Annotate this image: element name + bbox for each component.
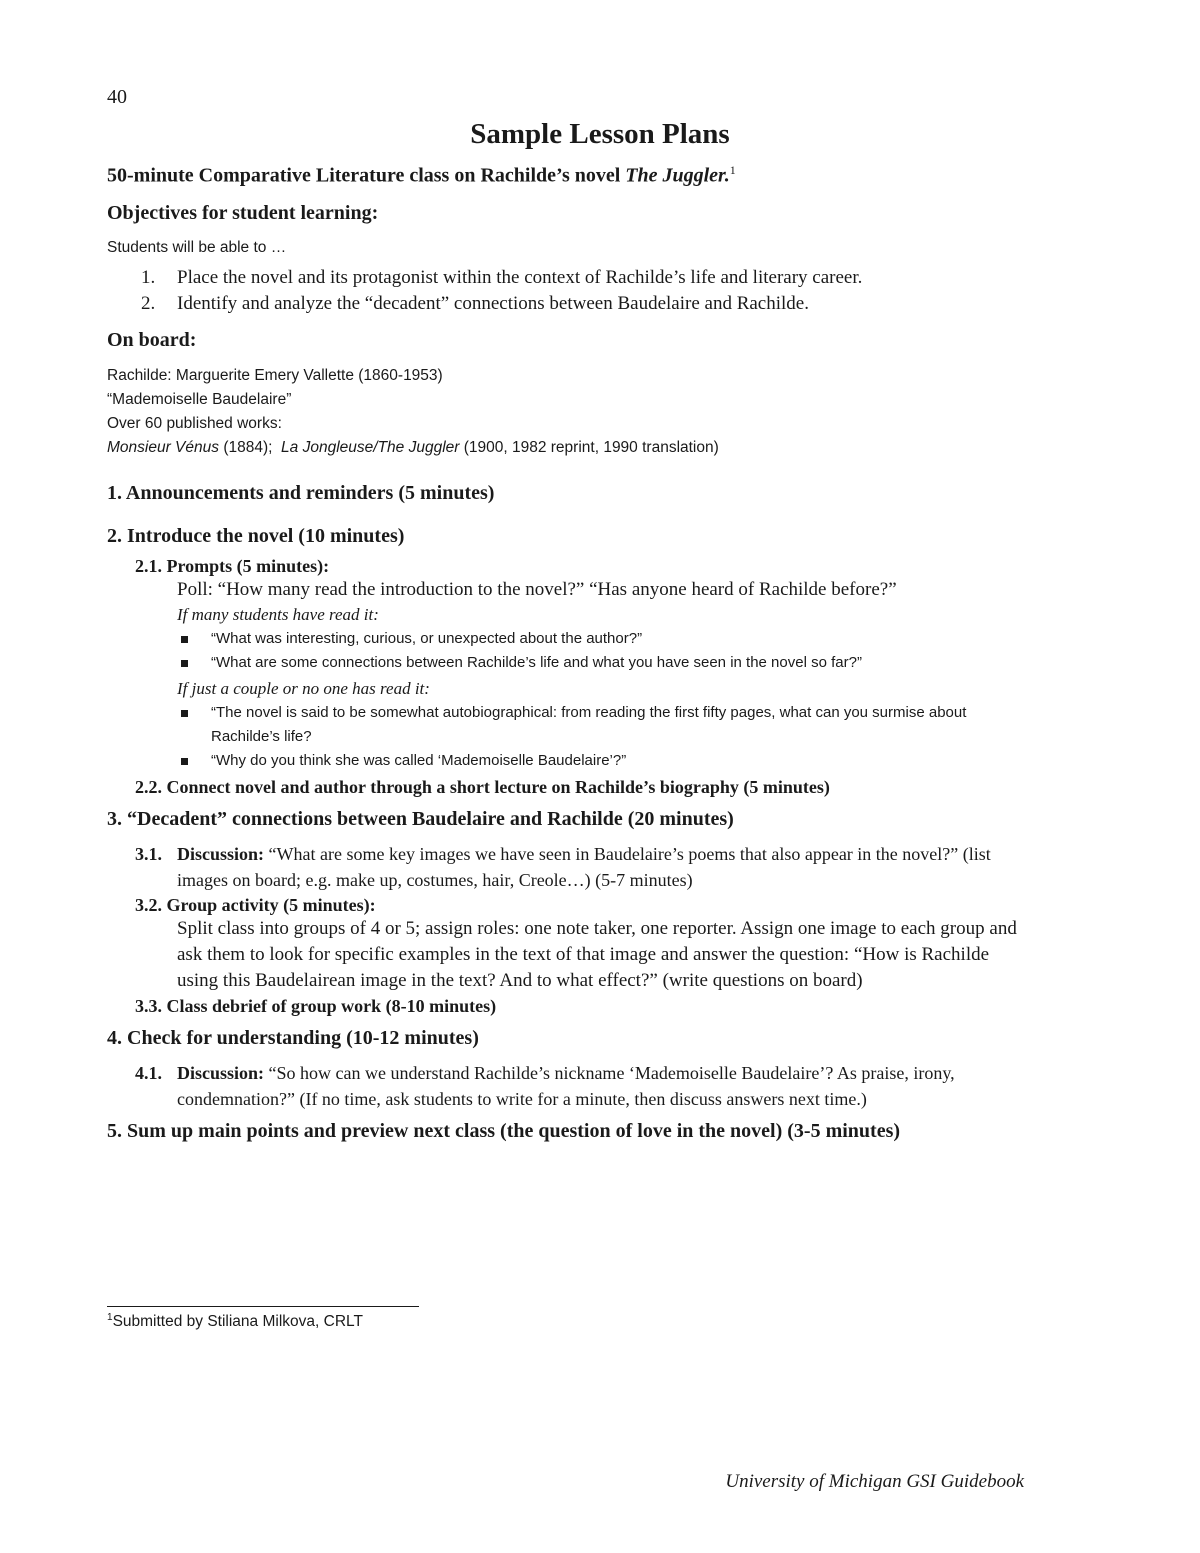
bullet-icon <box>181 710 188 717</box>
bullet-list <box>177 701 1027 773</box>
section-4-title: 4. Check for understanding (10-12 minutes) <box>107 1026 479 1049</box>
objectives-list <box>107 265 1027 317</box>
lesson-plan-body <box>107 163 1027 1143</box>
bullet-icon <box>181 660 188 667</box>
board-line: Over 60 published works: <box>107 414 282 432</box>
board-line: “Mademoiselle Baudelaire” <box>107 390 292 408</box>
section-4-1: 4.1. Discussion: “So how can we understand Rachilde’s nickname ‘Mademoiselle Baudelaire’? As praise, irony, condemnation?” (If no time, ask students to write for a minute, then discuss answers next time.) <box>135 1062 955 1109</box>
board-notes <box>107 364 1027 460</box>
list-item: 2. Identify and analyze the “decadent” connections between Baudelaire and Rachilde. <box>141 292 809 314</box>
bullet-icon <box>181 636 188 643</box>
section-3-title: 3. “Decadent” connections between Baudelaire and Rachilde (20 minutes) <box>107 807 734 830</box>
page-title: Sample Lesson Plans <box>470 118 730 150</box>
condition-many: If many students have read it: <box>177 604 379 624</box>
section-2-1-body <box>107 577 1027 773</box>
section-3-3-title: 3.3. Class debrief of group work (8-10 minutes) <box>135 995 497 1016</box>
condition-few: If just a couple or no one has read it: <box>177 678 430 698</box>
section-2-1-title: 2.1. Prompts (5 minutes): <box>135 555 330 576</box>
poll-text: Poll: “How many read the introduction to the novel?” “Has anyone heard of Rachilde before?” <box>177 578 897 600</box>
list-item: “What are some connections between Rachilde’s life and what you have seen in the novel so far?” <box>177 651 1027 675</box>
section-3-1: 3.1. Discussion: “What are some key images we have seen in Baudelaire’s poems that also appear in the novel?” (list images on board; e.g. make up, costumes, hair, Creole…) (5-7 minutes) <box>135 843 991 890</box>
objectives-intro: Students will be able to … <box>107 238 287 256</box>
section-2-title: 2. Introduce the novel (10 minutes) <box>107 524 405 547</box>
page-footer: University of Michigan GSI Guidebook <box>725 1471 1024 1492</box>
bullet-icon <box>181 758 188 765</box>
board-heading: On board: <box>107 328 197 351</box>
section-1-title: 1. Announcements and reminders (5 minutes) <box>107 481 495 504</box>
objectives-heading: Objectives for student learning: <box>107 201 379 224</box>
section-3-2-title: 3.2. Group activity (5 minutes): <box>135 894 376 915</box>
lesson-subtitle: 50-minute Comparative Literature class on Rachilde’s novel The Juggler.$^1$ <box>107 163 736 187</box>
bullet-list <box>177 627 1027 675</box>
list-item: “Why do you think she was called ‘Mademoiselle Baudelaire’?” <box>177 749 1027 773</box>
footnote-divider <box>107 1306 419 1307</box>
list-item: “The novel is said to be somewhat autobiographical: from reading the first fifty pages, what can you surmise about Rachilde’s life? <box>177 701 1027 749</box>
section-5-title: 5. Sum up main points and preview next class (the question of love in the novel) (3-5 minutes) <box>107 1119 901 1142</box>
board-line: Rachilde: Marguerite Emery Vallette (1860-1953) <box>107 366 443 384</box>
list-item: “What was interesting, curious, or unexpected about the author?” <box>177 627 1027 651</box>
footnote: $^1$Submitted by Stiliana Milkova, CRLT <box>107 1312 363 1331</box>
group-activity-text: Split class into groups of 4 or 5; assign roles: one note taker, one reporter. Assign one image to each group and ask them to look for specific examples in the text of that image and answer the question: “How is Rachilde using this Baudelairean image in the text? And to what effect?” (write questions on board) <box>177 917 1017 991</box>
section-3-2-body <box>107 916 1027 994</box>
list-item: 1. Place the novel and its protagonist within the context of Rachilde’s life and literary career. <box>141 266 863 288</box>
board-works-line: Monsieur Vénus (1884); La Jongleuse/The Juggler (1900, 1982 reprint, 1990 translation) <box>107 438 719 456</box>
page-number: 40 <box>107 86 127 108</box>
section-2-2-title: 2.2. Connect novel and author through a short lecture on Rachilde’s biography (5 minutes) <box>135 776 830 797</box>
